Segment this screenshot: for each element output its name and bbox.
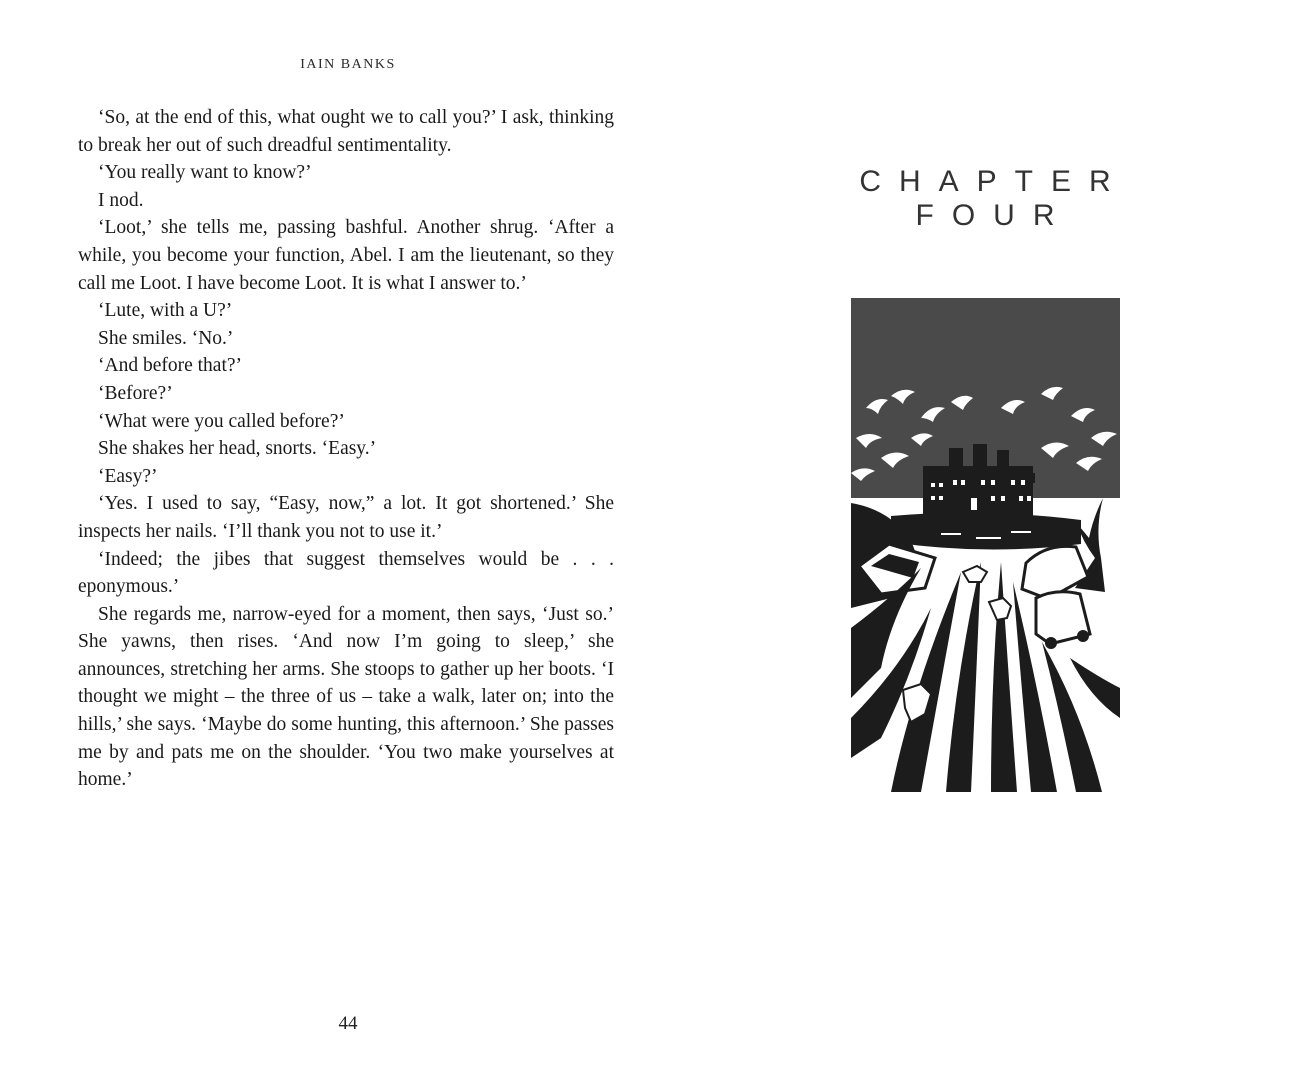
chapter-illustration bbox=[851, 298, 1120, 792]
paragraph: ‘Loot,’ she tells me, passing bashful. Another shrug. ‘After a while, you become your function, Abel. I am the lieutenant, so they call me Loot. I have become Loot. It is what I answer to.’ bbox=[78, 217, 614, 294]
paragraph: ‘So, at the end of this, what ought we to call you?’ I ask, thinking to break her out of such dreadful sentimentality. bbox=[78, 107, 614, 156]
paragraph: ‘Indeed; the jibes that suggest themselves would be . . . eponymous.’ bbox=[78, 548, 614, 598]
paragraph: She smiles. ‘No.’ bbox=[98, 327, 234, 349]
chapter-heading bbox=[835, 165, 1135, 233]
paragraph: ‘Easy?’ bbox=[98, 465, 158, 487]
body-text bbox=[78, 104, 614, 794]
right-page bbox=[660, 0, 1316, 1080]
paragraph: I nod. bbox=[98, 189, 144, 211]
page-number: 44 bbox=[338, 1013, 358, 1034]
paragraph: ‘You really want to know?’ bbox=[98, 162, 312, 184]
castle-burning-illustration-icon bbox=[851, 298, 1120, 792]
chapter-number: FOUR bbox=[915, 199, 1073, 232]
chapter-word: CHAPTER bbox=[859, 165, 1129, 198]
paragraph: ‘Yes. I used to say, “Easy, now,” a lot. It got shortened.’ She inspects her nails. ‘I’ll thank you not to use it.’ bbox=[78, 493, 614, 542]
paragraph: She regards me, narrow-eyed for a moment, then says, ‘Just so.’ She yawns, then rises. ‘And now I’m going to sleep,’ she announces, stretching her arms. She stoops to gather up her boots. ‘I thought we might – the three of us – take a walk, later on; into the hills,’ she says. ‘Maybe do some hunting, this afternoon.’ She passes me by and pats me on the shoulder. ‘You two make yourselves at home.’ bbox=[78, 603, 614, 791]
paragraph: ‘What were you called before?’ bbox=[98, 410, 345, 432]
paragraph: ‘Lute, with a U?’ bbox=[98, 300, 233, 322]
paragraph: ‘Before?’ bbox=[98, 382, 173, 404]
paragraph: She shakes her head, snorts. ‘Easy.’ bbox=[98, 438, 377, 460]
paragraph: ‘And before that?’ bbox=[98, 355, 243, 377]
running-head: IAIN BANKS bbox=[300, 57, 396, 72]
